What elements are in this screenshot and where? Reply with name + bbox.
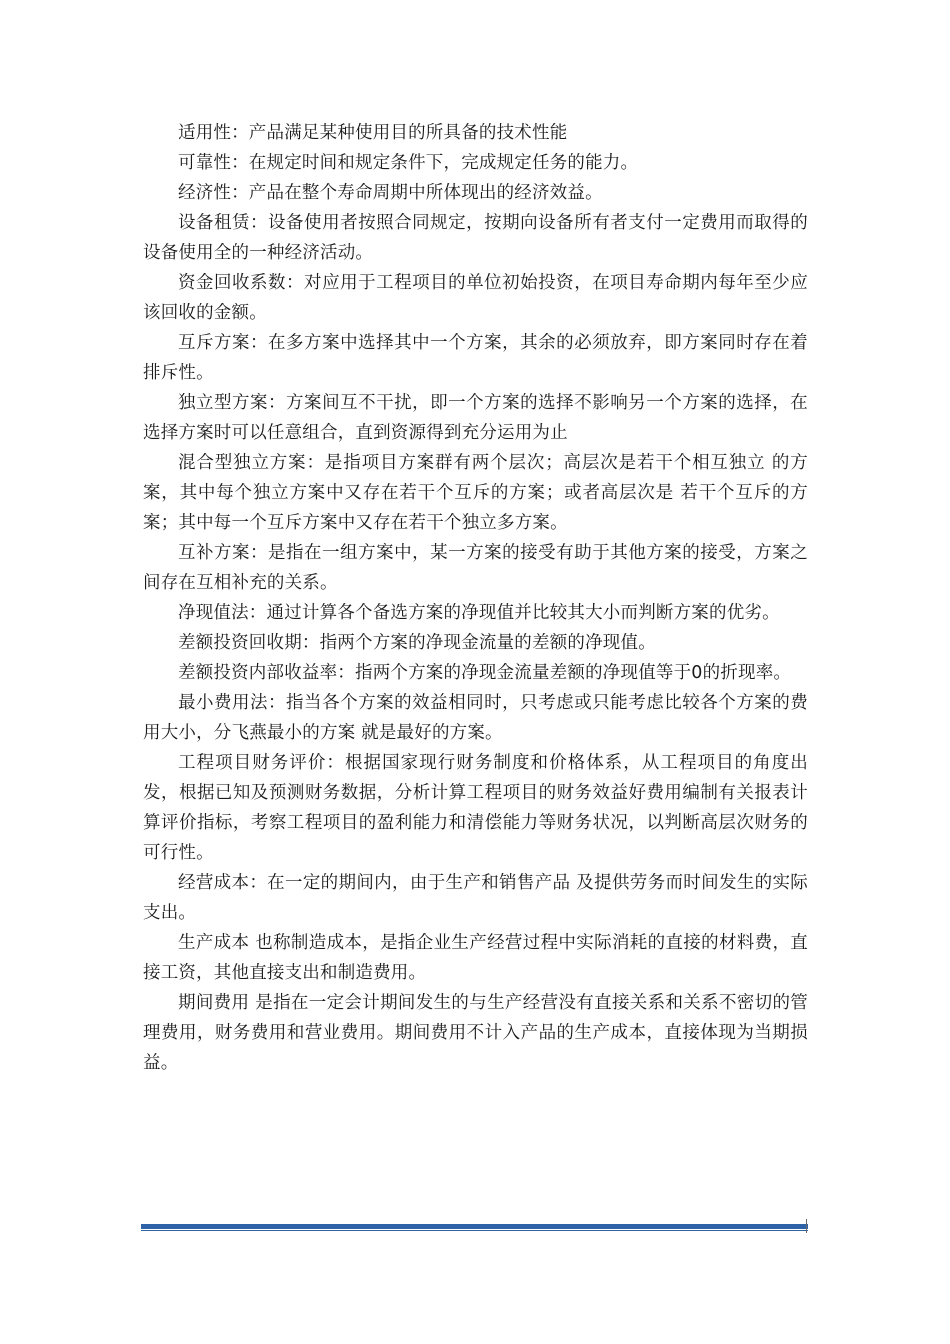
paragraph-minimum-cost-method: 最小费用法：指当各个方案的效益相同时，只考虑或只能考虑比较各个方案的费用大小，分飞燕最小的方案 就是最好的方案。: [143, 693, 808, 743]
footer-rule-thin: [141, 1230, 808, 1231]
paragraph-reliability: 可靠性：在规定时间和规定条件下，完成规定任务的能力。: [178, 153, 639, 173]
paragraph-equipment-leasing: 设备租赁：设备使用者按照合同规定，按期向设备所有者支付一定费用而取得的设备使用全的一种经济活动。: [143, 213, 808, 263]
document-body: [143, 118, 808, 1078]
paragraph-applicability: 适用性：产品满足某种使用目的所具备的技术性能: [178, 123, 568, 143]
paragraph-period-expenses: 期间费用 是指在一定会计期间发生的与生产经营没有直接关系和关系不密切的管理费用，财务费用和营业费用。期间费用不计入产品的生产成本，直接体现为当期损益。: [143, 993, 808, 1073]
paragraph-independent-alternatives: 独立型方案：方案间互不干扰，即一个方案的选择不影响另一个方案的选择，在选择方案时可以任意组合，直到资源得到充分运用为止: [143, 393, 808, 443]
paragraph-incremental-payback-period: 差额投资回收期：指两个方案的净现金流量的差额的净现值。: [178, 633, 656, 653]
footer-margin-tick: [806, 1219, 807, 1233]
footer-rule: [141, 1224, 808, 1229]
paragraph-complementary-alternatives: 互补方案：是指在一组方案中，某一方案的接受有助于其他方案的接受，方案之间存在互相补充的关系。: [143, 543, 808, 593]
paragraph-economy: 经济性：产品在整个寿命周期中所体现出的经济效益。: [178, 183, 603, 203]
paragraph-production-cost: 生产成本 也称制造成本，是指企业生产经营过程中实际消耗的直接的材料费，直接工资，其他直接支出和制造费用。: [143, 933, 808, 983]
paragraph-operating-cost: 经营成本：在一定的期间内，由于生产和销售产品 及提供劳务而时间发生的实际支出。: [143, 873, 808, 923]
paragraph-incremental-irr: 差额投资内部收益率：指两个方案的净现金流量差额的净现值等于0的折现率。: [178, 663, 792, 683]
paragraph-capital-recovery-factor: 资金回收系数：对应用于工程项目的单位初始投资，在项目寿命期内每年至少应该回收的金额。: [143, 273, 808, 323]
paragraph-net-present-value-method: 净现值法：通过计算各个备选方案的净现值并比较其大小而判断方案的优劣。: [178, 603, 780, 623]
paragraph-financial-evaluation: 工程项目财务评价：根据国家现行财务制度和价格体系，从工程项目的角度出发，根据已知及预测财务数据，分析计算工程项目的财务效益好费用编制有关报表计算评价指标，考察工程项目的盈利能力和清偿能力等财务状况，以判断高层次财务的可行性。: [143, 753, 808, 863]
paragraph-mixed-independent-alternatives: 混合型独立方案：是指项目方案群有两个层次；高层次是若干个相互独立 的方案，其中每个独立方案中又存在若干个互斥的方案；或者高层次是 若干个互斥的方案；其中每一个互斥方案中又存在若干个独立多方案。: [143, 453, 808, 533]
paragraph-mutually-exclusive-alternatives: 互斥方案：在多方案中选择其中一个方案，其余的必须放弃，即方案同时存在着排斥性。: [143, 333, 808, 383]
